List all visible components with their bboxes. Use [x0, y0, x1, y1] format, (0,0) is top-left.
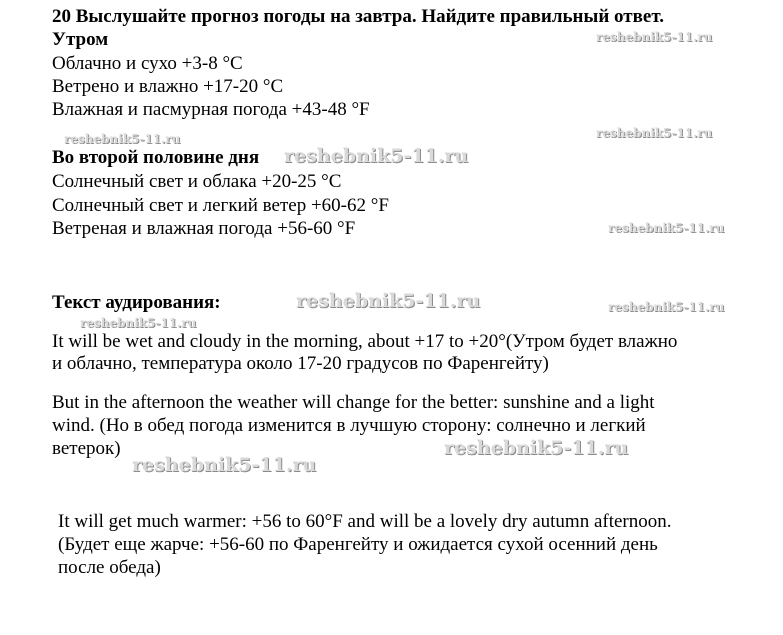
transcript-p1-line-1: It will be wet and cloudy in the morning, about +17 to +20°(Утром будет влажно	[52, 331, 678, 352]
morning-option-2: Ветрено и влажно +17-20 °C	[52, 76, 284, 97]
afternoon-heading: Во второй половине дня	[52, 147, 260, 168]
watermark: reshebnik5-11.ru	[64, 132, 181, 146]
watermark: reshebnik5-11.ru	[444, 437, 629, 459]
transcript-p2-line-1: But in the afternoon the weather will change for the better: sunshine and a light	[52, 392, 655, 413]
watermark: reshebnik5-11.ru	[596, 126, 713, 140]
transcript-p2-line-3: ветерок)	[52, 438, 121, 459]
watermark: reshebnik5-11.ru	[596, 30, 713, 44]
transcript-p2-line-2: wind. (Но в обед погода изменится в лучшую сторону: солнечно и легкий	[52, 415, 646, 436]
watermark: reshebnik5-11.ru	[296, 290, 481, 312]
transcript-p3-line-1: It will get much warmer: +56 to 60°F and will be a lovely dry autumn afternoon.	[58, 511, 672, 532]
transcript-heading: Текст аудирования:	[52, 292, 221, 313]
task-title: 20 Выслушайте прогноз погоды на завтра. Найдите правильный ответ.	[52, 6, 664, 27]
watermark: reshebnik5-11.ru	[284, 145, 469, 167]
afternoon-option-2: Солнечный свет и легкий ветер +60-62 °F	[52, 195, 389, 216]
transcript-p3-line-2: (Будет еще жарче: +56-60 по Фаренгейту и ожидается сухой осенний день	[58, 534, 658, 555]
afternoon-option-3: Ветреная и влажная погода +56-60 °F	[52, 218, 356, 239]
morning-heading: Утром	[52, 29, 109, 50]
morning-option-3: Влажная и пасмурная погода +43-48 °F	[52, 99, 370, 120]
watermark: reshebnik5-11.ru	[132, 454, 317, 476]
morning-option-1: Облачно и сухо +3-8 °C	[52, 53, 243, 74]
watermark: reshebnik5-11.ru	[608, 221, 725, 235]
transcript-p3-line-3: после обеда)	[58, 557, 161, 578]
watermark: reshebnik5-11.ru	[80, 316, 197, 330]
watermark: reshebnik5-11.ru	[608, 300, 725, 314]
afternoon-option-1: Солнечный свет и облака +20-25 °C	[52, 171, 342, 192]
transcript-p1-line-2: и облачно, температура около 17-20 градусов по Фаренгейту)	[52, 353, 549, 374]
